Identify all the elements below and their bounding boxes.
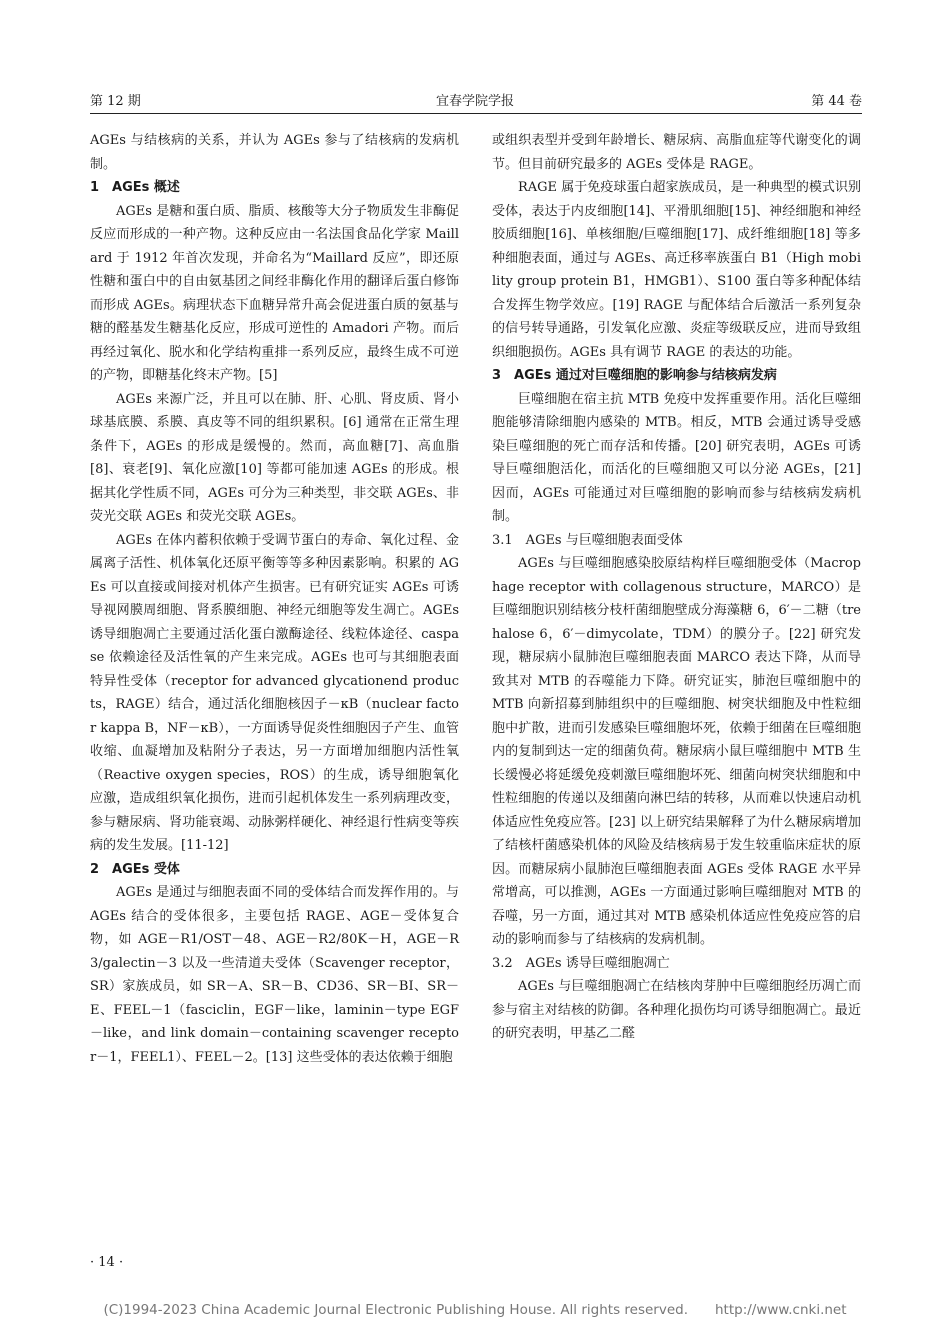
paragraph: RAGE 属于免疫球蛋白超家族成员，是一种典型的模式识别受体，表达于内皮细胞[14]、平滑肌细胞[15]、神经细胞和神经胶质细胞[16]、单核细胞/巨噬细胞[17]、成纤维细胞[18] 等多种细胞表面，通过与 AGEs、高迁移率族蛋白 B1（High mobility group protein B1，HMGB1）、S100 蛋白等多种配体结合发挥生物学效应。[19] RAGE 与配体结合后激活一系列复杂的信号转导通路，引发氧化应激、炎症等级联反应，进而导致组织细胞损伤。AGEs 具有调节 RAGE 的表达的功能。	[492, 180, 861, 360]
paragraph: AGEs 与巨噬细胞凋亡在结核肉芽肿中巨噬细胞经历凋亡而参与宿主对结核的防御。各种理化损伤均可诱导细胞凋亡。最近的研究表明，甲基乙二醛	[492, 979, 861, 1041]
subsection-heading-3-2: 3.2 AGEs 诱导巨噬细胞凋亡	[492, 955, 670, 971]
journal-title: 宜春学院学报	[435, 94, 514, 109]
left-column	[90, 129, 459, 1069]
paragraph: AGEs 来源广泛，并且可以在肺、肝、心肌、肾皮质、肾小球基底膜、系膜、真皮等不同的组织累积。[6] 通常在正常生理条件下，AGEs 的形成是缓慢的。然而，高血糖[7]、高血脂[8]、衰老[9]、氧化应激[10] 等都可能加速 AGEs 的形成。根据其化学性质不同，AGEs 可分为三种类型，非交联 AGEs、非荧光交联 AGEs 和荧光交联 AGEs。	[90, 391, 459, 524]
section-heading-1: 1 AGEs 概述	[90, 180, 180, 195]
right-column	[492, 129, 861, 1046]
section-heading-3: 3 AGEs 通过对巨噬细胞的影响参与结核病发病	[492, 368, 777, 383]
issue-number: 第 12 期	[90, 94, 141, 109]
header-rule	[90, 113, 862, 114]
paragraph: 或组织表型并受到年龄增长、糖尿病、高脂血症等代谢变化的调节。但目前研究最多的 AGEs 受体是 RAGE。	[492, 133, 861, 172]
section-heading-2: 2 AGEs 受体	[90, 861, 180, 877]
copyright-footer: (C)1994-2023 China Academic Journal Electronic Publishing House. All rights reserved. http://www.cnki.net	[103, 1302, 847, 1318]
paragraph: 巨噬细胞在宿主抗 MTB 免疫中发挥重要作用。活化巨噬细胞能够清除细胞内感染的 MTB。相反，MTB 会通过诱导受感染巨噬细胞的死亡而存活和传播。[20] 研究表明，AGEs 可诱导巨噬细胞活化，而活化的巨噬细胞又可以分泌 AGEs，[21] 因而，AGEs 可能通过对巨噬细胞的影响而参与结核病发病机制。	[492, 391, 861, 524]
paragraph: AGEs 在体内蓄积依赖于受调节蛋白的寿命、氧化过程、金属离子活性、机体氧化还原平衡等等多种因素影响。积累的 AGEs 可以直接或间接对机体产生损害。已有研究证实 AGEs 可诱导视网膜周细胞、肾系膜细胞、神经元细胞等发生凋亡。AGEs 诱导细胞凋亡主要通过活化蛋白激酶途径、线粒体途径、caspase 依赖途径及活性氧的产生来完成。AGEs 也可与其细胞表面特异性受体（receptor for advanced glycationend products，RAGE）结合，通过活化细胞核因子－κB（nuclear factor kappa B，NF－κB），一方面诱导促炎性细胞因子产生、血管收缩、血凝增加及粘附分子表达，另一方面增加细胞内活性氧（Reactive oxygen species，ROS）的生成，诱导细胞氧化应激，造成组织氧化损伤，进而引起机体发生一系列病理改变，参与糖尿病、肾功能衰竭、动脉粥样硬化、神经退行性病变等疾病的发生发展。[11-12]	[90, 532, 459, 853]
subsection-heading-3-1: 3.1 AGEs 与巨噬细胞表面受体	[492, 532, 683, 548]
paragraph: AGEs 是通过与细胞表面不同的受体结合而发挥作用的。与 AGEs 结合的受体很多，主要包括 RAGE、AGE－受体复合物，如 AGE－R1/OST－48、AGE－R2/80K－H，AGE－R3/galectin－3 以及一些清道夫受体（Scavenger receptor，SR）家族成员，如 SR－A、SR－B、CD36、SR－BI、SR－E、FEEL－1（fasciclin，EGF－like，laminin－type EGF－like，and link domain－containing scavenger receptor－1，FEEL1）、FEEL－2。[13] 这些受体的表达依赖于细胞	[90, 885, 459, 1065]
paragraph: AGEs 是糖和蛋白质、脂质、核酸等大分子物质发生非酶促反应而形成的一种产物。这种反应由一名法国食品化学家 Maillard 于 1912 年首次发现，并命名为“Maillard 反应”，即还原性糖和蛋白中的自由氨基团之间经非酶化作用的翻译后蛋白修饰而形成 AGEs。病理状态下血糖异常升高会促进蛋白质的氨基与糖的醛基发生糖基化反应，形成可逆性的 Amadori 产物。而后再经过氧化、脱水和化学结构重排一系列反应，最终生成不可逆的产物，即糖基化终末产物。[5]	[90, 203, 459, 383]
paragraph: AGEs 与巨噬细胞感染胶原结构样巨噬细胞受体（Macrophage receptor with collagenous structure，MARCO）是巨噬细胞识别结核分枝杆菌细胞壁成分海藻糖 6，6′－二糖（trehalose 6，6′－dimycolate，TDM）的膜分子。[22] 研究发现，糖尿病小鼠肺泡巨噬细胞表面 MARCO 表达下降，从而导致其对 MTB 的吞噬能力下降。研究证实，肺泡巨噬细胞中的 MTB 向新招募到肺组织中的巨噬细胞、树突状细胞及中性粒细胞中扩散，进而引发感染巨噬细胞坏死，依赖于细菌在巨噬细胞内的复制到达一定的细菌负荷。糖尿病小鼠巨噬细胞中 MTB 生长缓慢必将延缓免疫刺激巨噬细胞坏死、细菌向树突状细胞和中性粒细胞的传递以及细菌向淋巴结的转移，从而难以快速启动机体适应性免疫应答。[23] 以上研究结果解释了为什么糖尿病增加了结核杆菌感染机体的风险及结核病易于发生较重临床症状的原因。而糖尿病小鼠肺泡巨噬细胞表面 AGEs 受体 RAGE 水平异常增高，可以推测，AGEs 一方面通过影响巨噬细胞对 MTB 的吞噬，另一方面，通过其对 MTB 感染机体适应性免疫应答的启动的影响而参与了结核病的发病机制。	[492, 556, 861, 947]
paragraph: AGEs 与结核病的关系，并认为 AGEs 参与了结核病的发病机制。	[90, 133, 459, 172]
volume-number: 第 44 卷	[811, 94, 862, 109]
page-number: · 14 ·	[90, 1255, 124, 1270]
